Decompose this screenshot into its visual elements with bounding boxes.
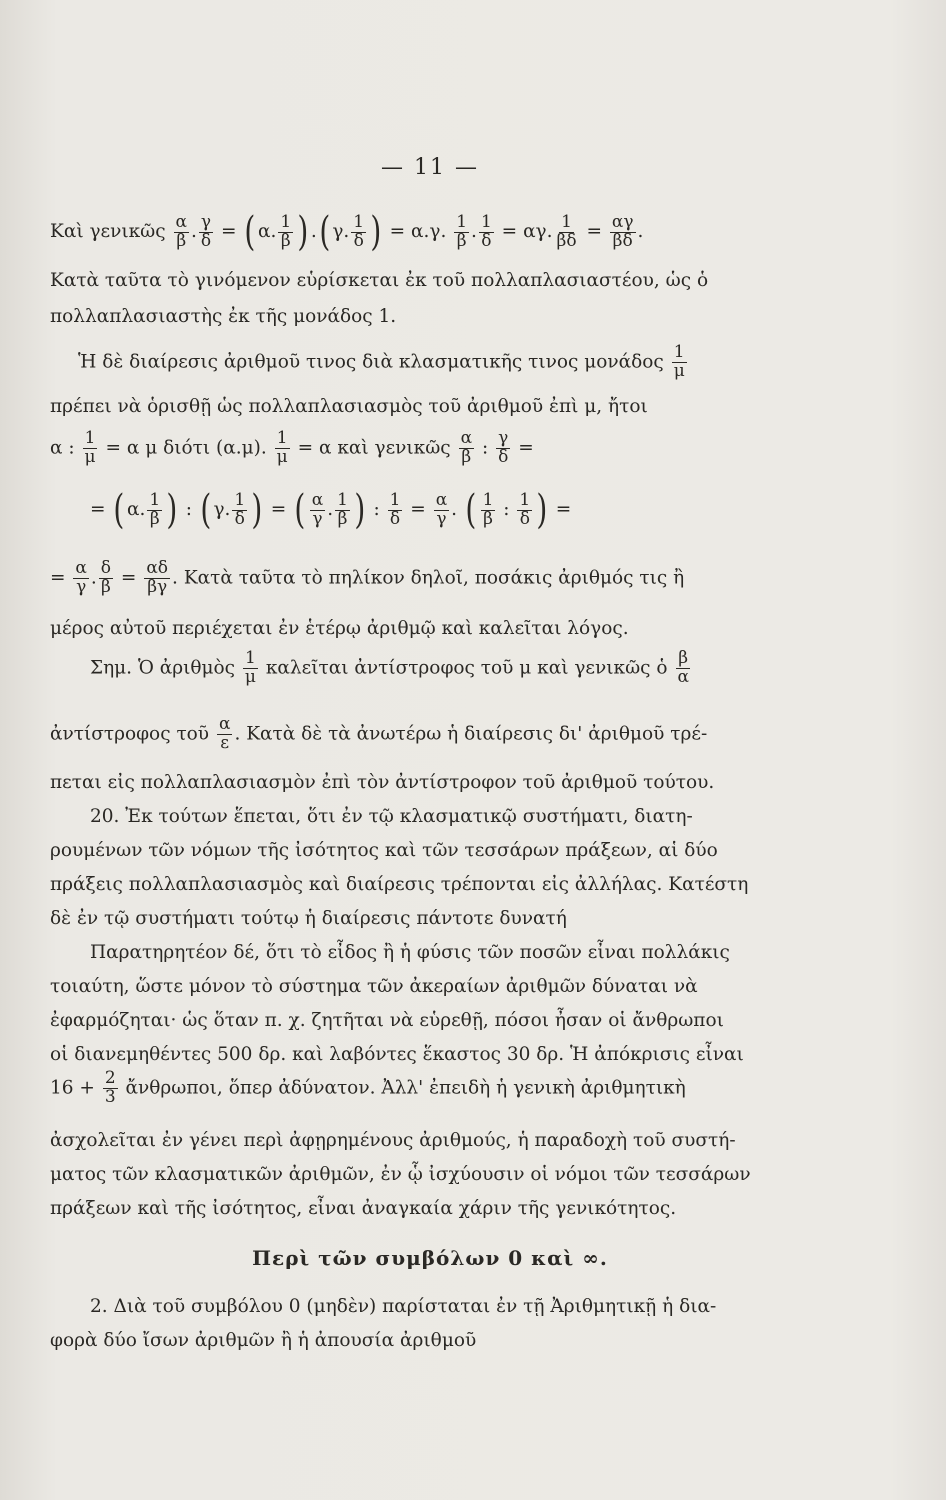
frac: $\frac{1}{\mu}$ [673, 342, 685, 381]
text-line: 2. Διὰ τοῦ συμβόλου 0 (μηδὲν) παρίσταται ἐν τῇ Ἀριθμητικῇ ἡ δια- [90, 1296, 717, 1317]
frac: $\frac{1}{\delta}$ [519, 489, 531, 529]
frac: $\frac{2}{3}$ [104, 1068, 116, 1107]
frac: $\frac{1}{\delta}$ [353, 211, 365, 251]
text-line: πολλαπλασιαστὴς ἐκ τῆς μονάδος 1. [50, 306, 397, 327]
frac: $\frac{1}{\mu}$ [84, 428, 96, 467]
frac: $\frac{1}{\delta}$ [234, 489, 246, 529]
text-line: ἀντίστροφος τοῦ $\frac{\alpha}{\varepsilon}$ . Κατὰ δὲ τὰ ἀνωτέρω ἡ διαίρεσις δι' ἀριθμοῦ τρέ- [50, 714, 708, 753]
frac: $\frac{1}{\mu}$ [276, 428, 288, 467]
frac: $\frac{\alpha}{\beta}$ [175, 211, 187, 251]
formula-line-2: α : $\frac{1}{\mu}$ = α μ διότι (α.μ). $\frac{1}{\mu}$ = α καὶ γενικῶς $\frac{\alpha}{\beta}$ : $\frac{\gamma}{\delta}$ = [50, 428, 534, 467]
text-line: οἱ διανεμηθέντες 500 δρ. καὶ λαβόντες ἕκαστος 30 δρ. Ἡ ἀπόκρισις εἶναι [50, 1044, 744, 1065]
frac: $\frac{1}{\delta}$ [480, 211, 492, 251]
frac: $\frac{\gamma}{\delta}$ [498, 428, 509, 467]
formula-line-5: 16 + $\frac{2}{3}$ ἄνθρωποι, ὅπερ ἀδύνατον. Ἀλλ' ἐπειδὴ ἡ γενικὴ ἀριθμητικὴ [50, 1068, 686, 1107]
formula-line-4: = $\frac{\alpha}{\gamma}$ . $\frac{\delta}{\beta}$ = $\frac{\alpha\delta}{\beta\gamma}$ . Κατὰ ταῦτα τὸ πηλίκον δηλοῖ, ποσάκις ἀριθμός τις ἢ [50, 558, 685, 597]
frac: $\frac{\alpha\gamma}{\beta\delta}$ [611, 211, 634, 251]
text-line: ρουμένων τῶν νόμων τῆς ἰσότητος καὶ τῶν τεσσάρων πράξεων, αἱ δύο [50, 840, 718, 861]
text-line: 20. Ἐκ τούτων ἕπεται, ὅτι ἐν τῷ κλασματικῷ συστήματι, διατη- [90, 806, 693, 827]
text-line: μέρος αὐτοῦ περιέχεται ἐν ἑτέρῳ ἀριθμῷ καὶ καλεῖται λόγος. [50, 618, 629, 639]
frac: $\frac{1}{\beta}$ [482, 489, 494, 529]
text-line: ματος τῶν κλασματικῶν ἀριθμῶν, ἐν ᾧ ἰσχύουσιν οἱ νόμοι τῶν τεσσάρων [50, 1164, 751, 1185]
frac: $\frac{\alpha\delta}{\beta\gamma}$ [146, 558, 169, 597]
text-line: πράξεων καὶ τῆς ἰσότητος, εἶναι ἀναγκαία χάριν τῆς γενικότητος. [50, 1198, 677, 1219]
text-line [78, 344, 689, 381]
frac: $\frac{1}{\beta}$ [456, 211, 468, 251]
frac: $\frac{1}{\mu}$ [244, 648, 256, 687]
frac: $\frac{\delta}{\beta}$ [100, 558, 112, 597]
text-line: Κατὰ ταῦτα τὸ γινόμενον εὑρίσκεται ἐκ τοῦ πολλαπλασιαστέου, ὡς ὁ [50, 270, 709, 291]
note-line: Σημ. Ὁ ἀριθμὸς $\frac{1}{\mu}$ καλεῖται ἀντίστροφος τοῦ μ καὶ γενικῶς ὁ $\frac{\beta}{\alpha}$ [90, 648, 689, 687]
text-line: ἐφαρμόζηται· ὡς ὅταν π. χ. ζητῆται νὰ εὑρεθῇ, πόσοι ἦσαν οἱ ἄνθρωποι [50, 1010, 724, 1031]
text-line: ἀσχολεῖται ἐν γένει περὶ ἀφῃρημένους ἀριθμούς, ἡ παραδοχὴ τοῦ συστή- [50, 1130, 736, 1151]
frac: $\frac{\alpha}{\gamma}$ [75, 558, 87, 597]
text-line: πρέπει νὰ ὁρισθῇ ὡς πολλαπλασιασμὸς τοῦ ἀριθμοῦ ἐπὶ μ, ἤτοι [50, 396, 648, 417]
text-line: Παρατηρητέον δέ, ὅτι τὸ εἶδος ἢ ἡ φύσις τῶν ποσῶν εἶναι πολλάκις [90, 942, 730, 963]
frac: $\frac{1}{\delta}$ [389, 489, 401, 529]
frac: $\frac{1}{\beta}$ [337, 489, 348, 529]
frac: $\frac{\alpha}{\varepsilon}$ [218, 714, 231, 753]
section-heading: Περὶ τῶν συμβόλων 0 καὶ ∞. [252, 1246, 608, 1270]
page-number: — 11 — [381, 155, 479, 180]
text-line: πράξεις πολλαπλασιασμὸς καὶ διαίρεσις τρέπονται εἰς ἀλλήλας. Κατέστη [50, 874, 749, 895]
frac: $\frac{1}{\beta}$ [149, 489, 161, 529]
text-line: τοιαύτη, ὥστε μόνον τὸ σύστημα τῶν ἀκεραίων ἀριθμῶν δύναται νὰ [50, 976, 698, 997]
frac: $\frac{\beta}{\alpha}$ [677, 648, 689, 687]
text-l1: Καὶ γενικῶς [50, 221, 166, 242]
formula-line-1: Καὶ γενικῶς $\frac{\alpha}{\beta}$ . $\frac{\gamma}{\delta}$ = ( α. $\frac{1}{\beta}$ ) .( γ. $\frac{1}{\delta}$ ) = α.γ. $\frac{1}{\beta}$ . $\frac{1}{\delta}$ = αγ. $\frac{1}{\beta\delta}$ = $\frac{\alpha\gamma}{\beta\delta}$ . [50, 209, 644, 255]
text-l4: Ἡ δὲ διαίρεσις ἀριθμοῦ τινος διὰ κλασματικῆς τινος μονάδος [78, 351, 664, 373]
text-line: φορὰ δύο ἴσων ἀριθμῶν ἢ ἡ ἀπουσία ἀριθμοῦ [50, 1330, 477, 1351]
frac: $\frac{\alpha}{\gamma}$ [311, 489, 324, 529]
frac: $\frac{\gamma}{\delta}$ [200, 211, 212, 251]
frac: $\frac{\alpha}{\beta}$ [460, 428, 473, 467]
frac: $\frac{1}{\beta\delta}$ [556, 211, 577, 251]
frac: $\frac{1}{\beta}$ [280, 211, 292, 251]
formula-line-3: = ( α. $\frac{1}{\beta}$ ) : ( γ. $\frac{1}{\delta}$ ) = ( $\frac{\alpha}{\gamma}$ . $\frac{1}{\beta}$ ) : $\frac{1}{\delta}$ = $\frac{\alpha}{\gamma}$ . ( $\frac{1}{\beta}$ : $\frac{1}{\delta}$ ) = [90, 487, 572, 533]
text-line: πεται εἰς πολλαπλασιασμὸν ἐπὶ τὸν ἀντίστροφον τοῦ ἀριθμοῦ τούτου. [50, 772, 715, 793]
frac: $\frac{\alpha}{\gamma}$ [435, 489, 448, 529]
text-line: δὲ ἐν τῷ συστήματι τούτῳ ἡ διαίρεσις πάντοτε δυνατή [50, 908, 567, 929]
